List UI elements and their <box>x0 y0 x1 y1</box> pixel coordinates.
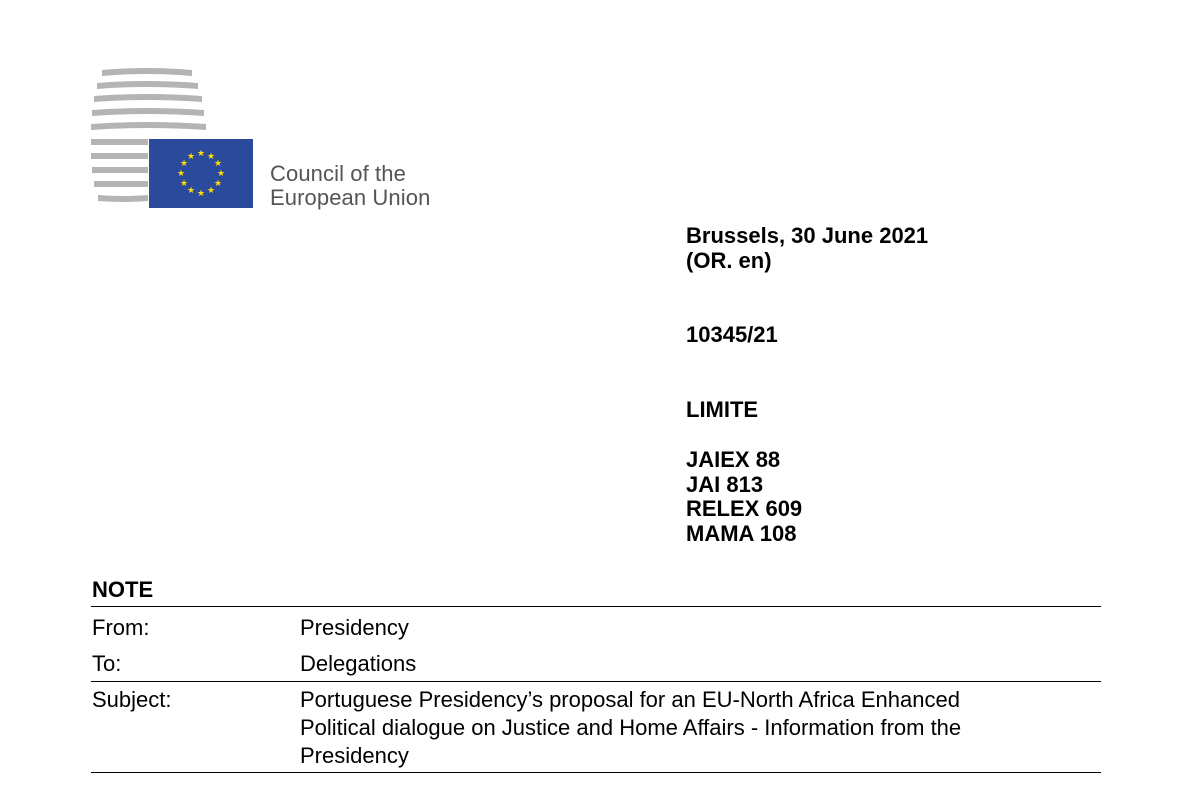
document-number: 10345/21 <box>686 322 778 347</box>
svg-text:★: ★ <box>216 169 226 179</box>
divider <box>91 772 1101 773</box>
subject-line: Political dialogue on Justice and Home Affairs - Information from the <box>300 715 962 740</box>
classification-label: LIMITE <box>686 397 759 422</box>
code-item: JAI 813 <box>686 471 764 497</box>
original-language: (OR. en) <box>686 248 772 273</box>
from-value: Presidency <box>300 615 409 640</box>
divider <box>91 681 1101 682</box>
organization-name <box>270 162 430 210</box>
svg-text:★: ★ <box>186 152 196 162</box>
subject-value <box>300 686 1060 770</box>
interinstitutional-codes <box>686 448 802 546</box>
divider <box>91 606 1101 607</box>
svg-text:★: ★ <box>176 169 186 179</box>
svg-text:★: ★ <box>206 186 216 196</box>
svg-text:★: ★ <box>179 179 189 189</box>
code-item: RELEX 609 <box>686 496 803 521</box>
org-name-line-2: European Union <box>270 185 431 210</box>
svg-text:★: ★ <box>186 186 196 196</box>
subject-label: Subject: <box>92 687 172 712</box>
code-item: MAMA 108 <box>686 520 797 546</box>
to-label: To: <box>92 651 122 676</box>
from-label: From: <box>92 615 150 640</box>
place-date: Brussels, 30 June 2021 <box>686 223 929 248</box>
org-name-line-1: Council of the <box>270 161 406 186</box>
svg-text:★: ★ <box>196 149 206 159</box>
subject-line: Portuguese Presidency’s proposal for an EU-North Africa Enhanced <box>300 687 960 712</box>
svg-text:★: ★ <box>206 152 216 162</box>
to-value: Delegations <box>300 651 417 676</box>
svg-text:★: ★ <box>179 159 189 169</box>
svg-text:★: ★ <box>213 159 223 169</box>
svg-text:★: ★ <box>213 179 223 189</box>
subject-line: Presidency <box>300 743 409 768</box>
svg-text:★: ★ <box>196 189 206 199</box>
note-title: NOTE <box>92 577 154 602</box>
code-item: JAIEX 88 <box>686 447 781 472</box>
council-logo <box>88 68 468 213</box>
eu-flag-icon <box>149 139 253 208</box>
